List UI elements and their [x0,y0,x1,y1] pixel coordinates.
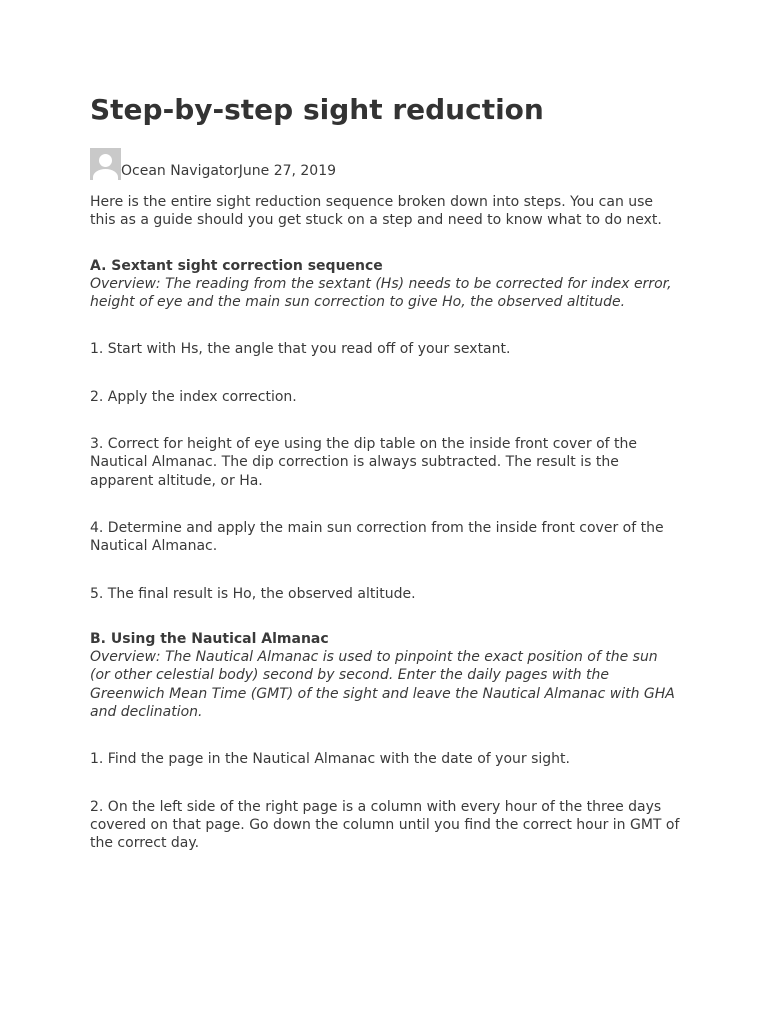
author-name[interactable]: Ocean Navigator [121,163,239,179]
section-heading-a: A. Sextant sight correction sequence [90,257,383,274]
avatar-head-shape [99,154,112,167]
step-item: 3. Correct for height of eye using the dip table on the inside front cover of the Nautical Almanac. The dip correction is always subtracted. The result is the apparent altitude, or Ha. [90,436,638,489]
step-item: 2. On the left side of the right page is a column with every hour of the three days covered on that page. Go down the column until you find the correct hour in GMT of the correct day. [90,798,680,852]
step-item: 1. Start with Hs, the angle that you read off of your sextant. [90,341,511,358]
section-heading-b: B. Using the Nautical Almanac [90,630,329,647]
publish-date: June 27, 2019 [238,163,337,179]
step-item: 2. Apply the index correction. [90,388,297,405]
step-item: 5. The final result is Ho, the observed altitude. [90,585,416,602]
avatar-shoulders-shape [93,169,118,180]
article [90,90,680,853]
section-overview-a: Overview: The reading from the sextant (Hs) needs to be corrected for index error, height of eye and the main sun correction to give Ho, the observed altitude. [90,275,672,311]
step-item: 4. Determine and apply the main sun correction from the inside front cover of the Nautical Almanac. [90,519,664,555]
byline [90,148,680,180]
article-title: Step-by-step sight reduction [90,93,544,126]
author-avatar[interactable] [90,148,121,180]
section-overview-b: Overview: The Nautical Almanac is used to pinpoint the exact position of the sun (or other celestial body) second by second. Enter the daily pages with the Greenwich Mean Time (GMT) of the sight and leave the Nautical Almanac with GHA and declination. [90,649,675,721]
step-item: 1. Find the page in the Nautical Almanac with the date of your sight. [90,751,570,768]
byline-text [121,162,336,180]
intro-paragraph: Here is the entire sight reduction sequence broken down into steps. You can use this as a guide should you get stuck on a step and need to know what to do next. [90,194,662,229]
